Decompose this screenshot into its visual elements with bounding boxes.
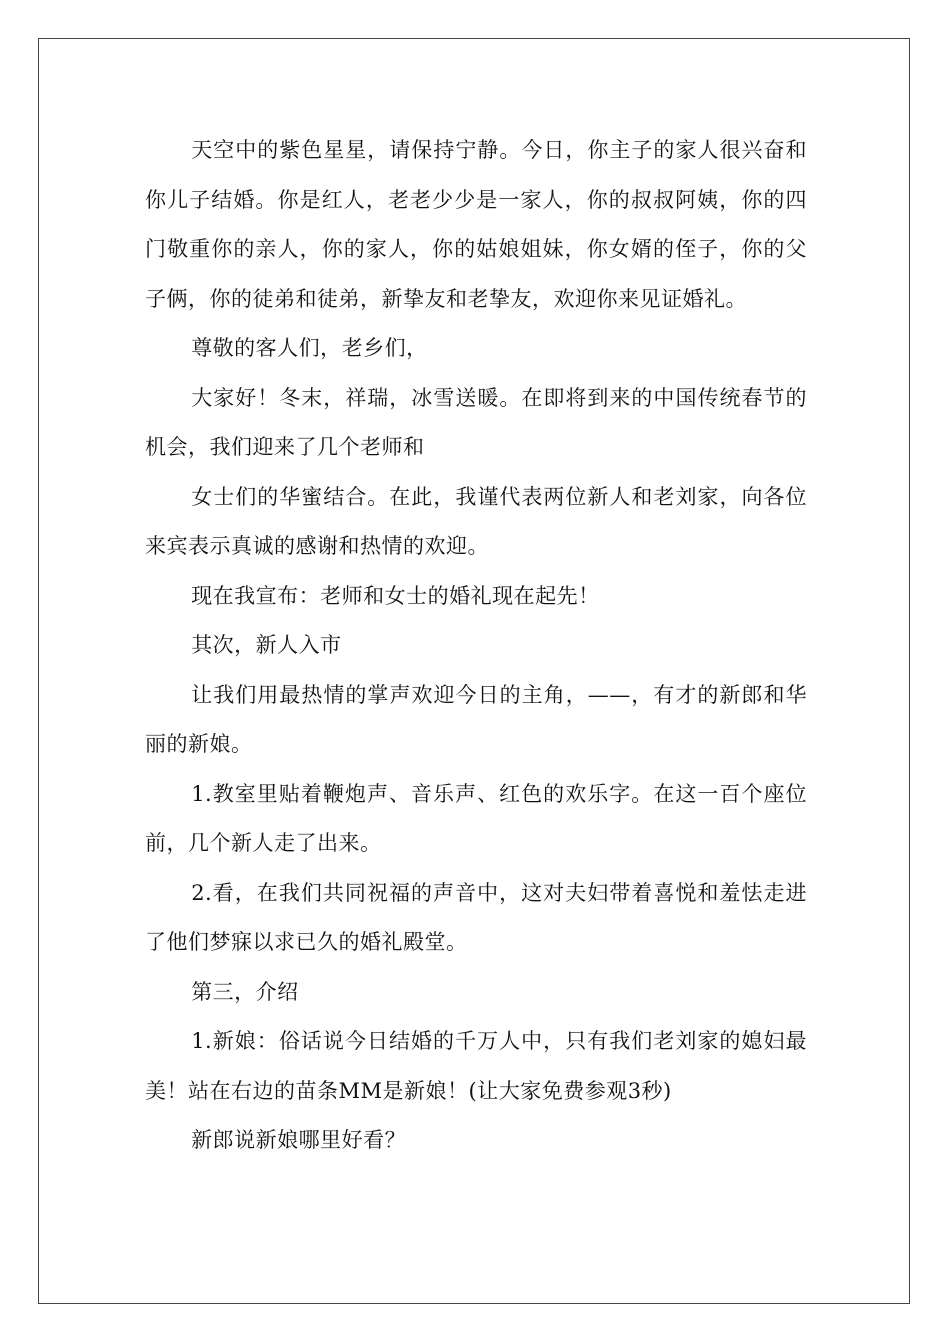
list-item-bride: 1.新娘：俗话说今日结婚的千万人中，只有我们老刘家的媳妇最美！站在右边的苗条MM是新娘！(让大家免费参观3秒) — [145, 1029, 807, 1103]
paragraph-greeting: 尊敬的客人们，老乡们， — [191, 336, 428, 360]
paragraph-announcement: 现在我宣布：老师和女士的婚礼现在起先！ — [191, 583, 600, 608]
list-item-1: 1.教室里贴着鞭炮声、音乐声、红色的欢乐字。在这一百个座位前，几个新人走了出来。 — [145, 781, 807, 855]
section-heading-introduction: 第三，介绍 — [191, 979, 299, 1004]
paragraph-question: 新郎说新娘哪里好看？ — [191, 1128, 407, 1152]
section-heading-entrance: 其次，新人入市 — [191, 633, 342, 657]
paragraph-welcome: 大家好！冬末，祥瑞，冰雪送暖。在即将到来的中国传统春节的机会，我们迎来了几个老师和 — [145, 385, 807, 459]
document-body — [145, 126, 807, 1166]
paragraph-thanks: 女士们的华蜜结合。在此，我谨代表两位新人和老刘家，向各位来宾表示真诚的感谢和热情的欢迎。 — [145, 484, 807, 558]
paragraph-applause: 让我们用最热情的掌声欢迎今日的主角，——，有才的新郎和华丽的新娘。 — [145, 682, 807, 756]
paragraph-intro: 天空中的紫色星星，请保持宁静。今日，你主子的家人很兴奋和你儿子结婚。你是红人，老老少少是一家人，你的叔叔阿姨，你的四门敬重你的亲人，你的家人，你的姑娘姐妹，你女婿的侄子，你的父子俩，你的徒弟和徒弟，新挚友和老挚友，欢迎你来见证婚礼。 — [145, 138, 807, 311]
list-item-2: 2.看，在我们共同祝福的声音中，这对夫妇带着喜悦和羞怯走进了他们梦寐以求已久的婚礼殿堂。 — [145, 880, 807, 954]
